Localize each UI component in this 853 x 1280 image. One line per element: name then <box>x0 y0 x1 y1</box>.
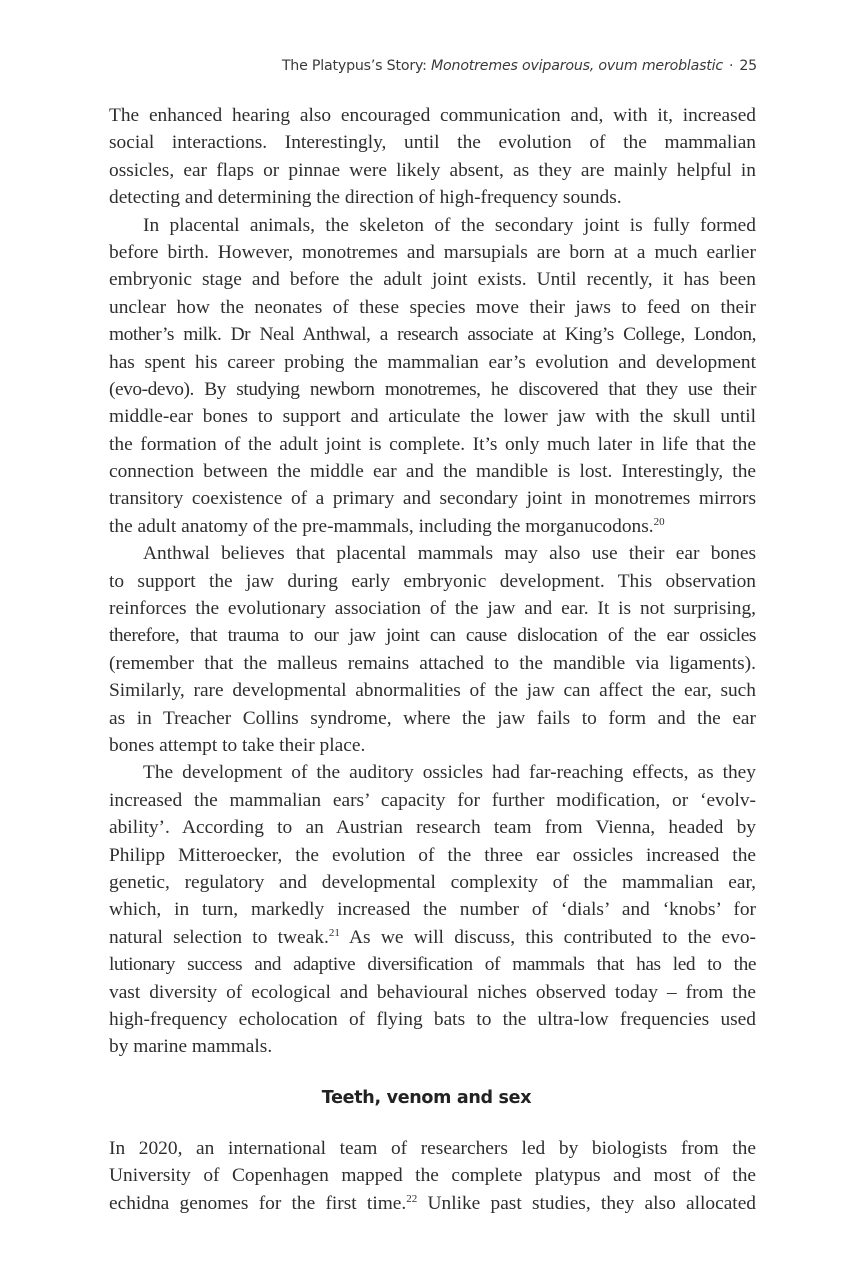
footnote-ref[interactable]: 20 <box>653 515 665 528</box>
text-line: Similarly, rare developmental abnormalities of the jaw can affect the ear, such <box>109 680 756 702</box>
text-segment: echidna genomes for the first time. <box>109 1192 407 1214</box>
text-line: social interactions. Interestingly, until the evolution of the mammalian <box>109 132 756 154</box>
text-line: the formation of the adult joint is complete. It’s only much later in life that the <box>109 433 756 455</box>
text-line: detecting and determining the direction of high-frequency sounds. <box>109 187 622 209</box>
paragraph-2 <box>109 212 756 541</box>
text-line: middle-ear bones to support and articulate the lower jaw with the skull until <box>109 406 756 428</box>
text-line: ability’. According to an Austrian research team from Vienna, headed by <box>109 817 756 839</box>
paragraph-3 <box>109 540 756 759</box>
text-line: increased the mammalian ears’ capacity for further modification, or ‘evolv- <box>109 789 756 811</box>
running-header <box>282 58 757 74</box>
text-line: unclear how the neonates of these species move their jaws to feed on their <box>109 296 756 318</box>
text-space <box>417 1193 427 1214</box>
paragraph-5 <box>109 1135 756 1217</box>
text-line: to support the jaw during early embryonic development. This observation <box>109 570 756 592</box>
section-heading: Teeth, venom and sex <box>321 1088 532 1108</box>
text-line: reinforces the evolutionary association of the jaw and ear. It is not surprising, <box>109 598 756 620</box>
section-body-text <box>109 1135 756 1217</box>
paragraph-1 <box>109 102 756 212</box>
text-line: Anthwal believes that placental mammals may also use their ear bones <box>143 543 756 565</box>
paragraph-4 <box>109 759 756 1060</box>
text-line: before birth. However, monotremes and marsupials are born at a much earlier <box>109 241 756 263</box>
text-line: (evo-devo). By studying newborn monotremes, he discovered that they use their <box>109 378 756 400</box>
text-line: The enhanced hearing also encouraged communication and, with it, increased <box>109 105 756 126</box>
text-segment: Unlike past studies, they also allocated <box>427 1192 756 1214</box>
text-line <box>109 924 756 951</box>
text-line: therefore, that trauma to our jaw joint can cause dislocation of the ear ossicles <box>109 625 756 647</box>
text-line: vast diversity of ecological and behavioural niches observed today – from the <box>109 981 756 1003</box>
page-number: 25 <box>739 58 757 74</box>
text-line: transitory coexistence of a primary and secondary joint in monotremes mirrors <box>109 488 756 510</box>
body-text <box>109 102 756 1061</box>
header-separator: · <box>729 58 734 74</box>
footnote-ref[interactable]: 22 <box>406 1192 418 1205</box>
text-segment: the adult anatomy of the pre-mammals, including the morganucodons. <box>109 515 654 537</box>
running-title-italic: Monotremes oviparous, ovum meroblastic <box>431 58 724 74</box>
text-line: embryonic stage and before the adult joint exists. Until recently, it has been <box>109 269 756 291</box>
text-line <box>109 1190 756 1217</box>
text-line: by marine mammals. <box>109 1036 273 1058</box>
text-line <box>109 513 756 540</box>
text-line: The development of the auditory ossicles had far-reaching effects, as they <box>143 762 756 784</box>
text-line: (remember that the malleus remains attached to the mandible via ligaments). <box>109 652 756 674</box>
text-line: bones attempt to take their place. <box>109 734 366 756</box>
text-line: genetic, regulatory and developmental complexity of the mammalian ear, <box>109 871 756 893</box>
footnote-ref[interactable]: 21 <box>328 926 340 939</box>
text-segment: As we will discuss, this contributed to the evo- <box>339 926 756 948</box>
text-line: University of Copenhagen mapped the complete platypus and most of the <box>109 1165 756 1187</box>
text-line: connection between the middle ear and the mandible is lost. Interestingly, the <box>109 461 756 483</box>
text-line: mother’s milk. Dr Neal Anthwal, a research associate at King’s College, London, <box>109 324 756 346</box>
text-line: high-frequency echolocation of flying bats to the ultra-low frequencies used <box>109 1008 756 1030</box>
text-line: which, in turn, markedly increased the number of ‘dials’ and ‘knobs’ for <box>109 899 756 921</box>
text-line: as in Treacher Collins syndrome, where the jaw fails to form and the ear <box>109 707 756 729</box>
text-line: In 2020, an international team of researchers led by biologists from the <box>109 1138 756 1159</box>
text-segment: natural selection to tweak. <box>109 926 329 948</box>
text-line: Philipp Mitteroecker, the evolution of the three ear ossicles increased the <box>109 844 756 866</box>
text-line: has spent his career probing the mammalian ear’s evolution and development <box>109 351 756 373</box>
text-line: In placental animals, the skeleton of the secondary joint is fully formed <box>143 214 756 236</box>
running-title: The Platypus’s Story: <box>281 58 432 74</box>
text-line: ossicles, ear flaps or pinnae were likely absent, as they are mainly helpful in <box>109 159 756 181</box>
text-line: lutionary success and adaptive diversification of mammals that has led to the <box>109 954 756 976</box>
